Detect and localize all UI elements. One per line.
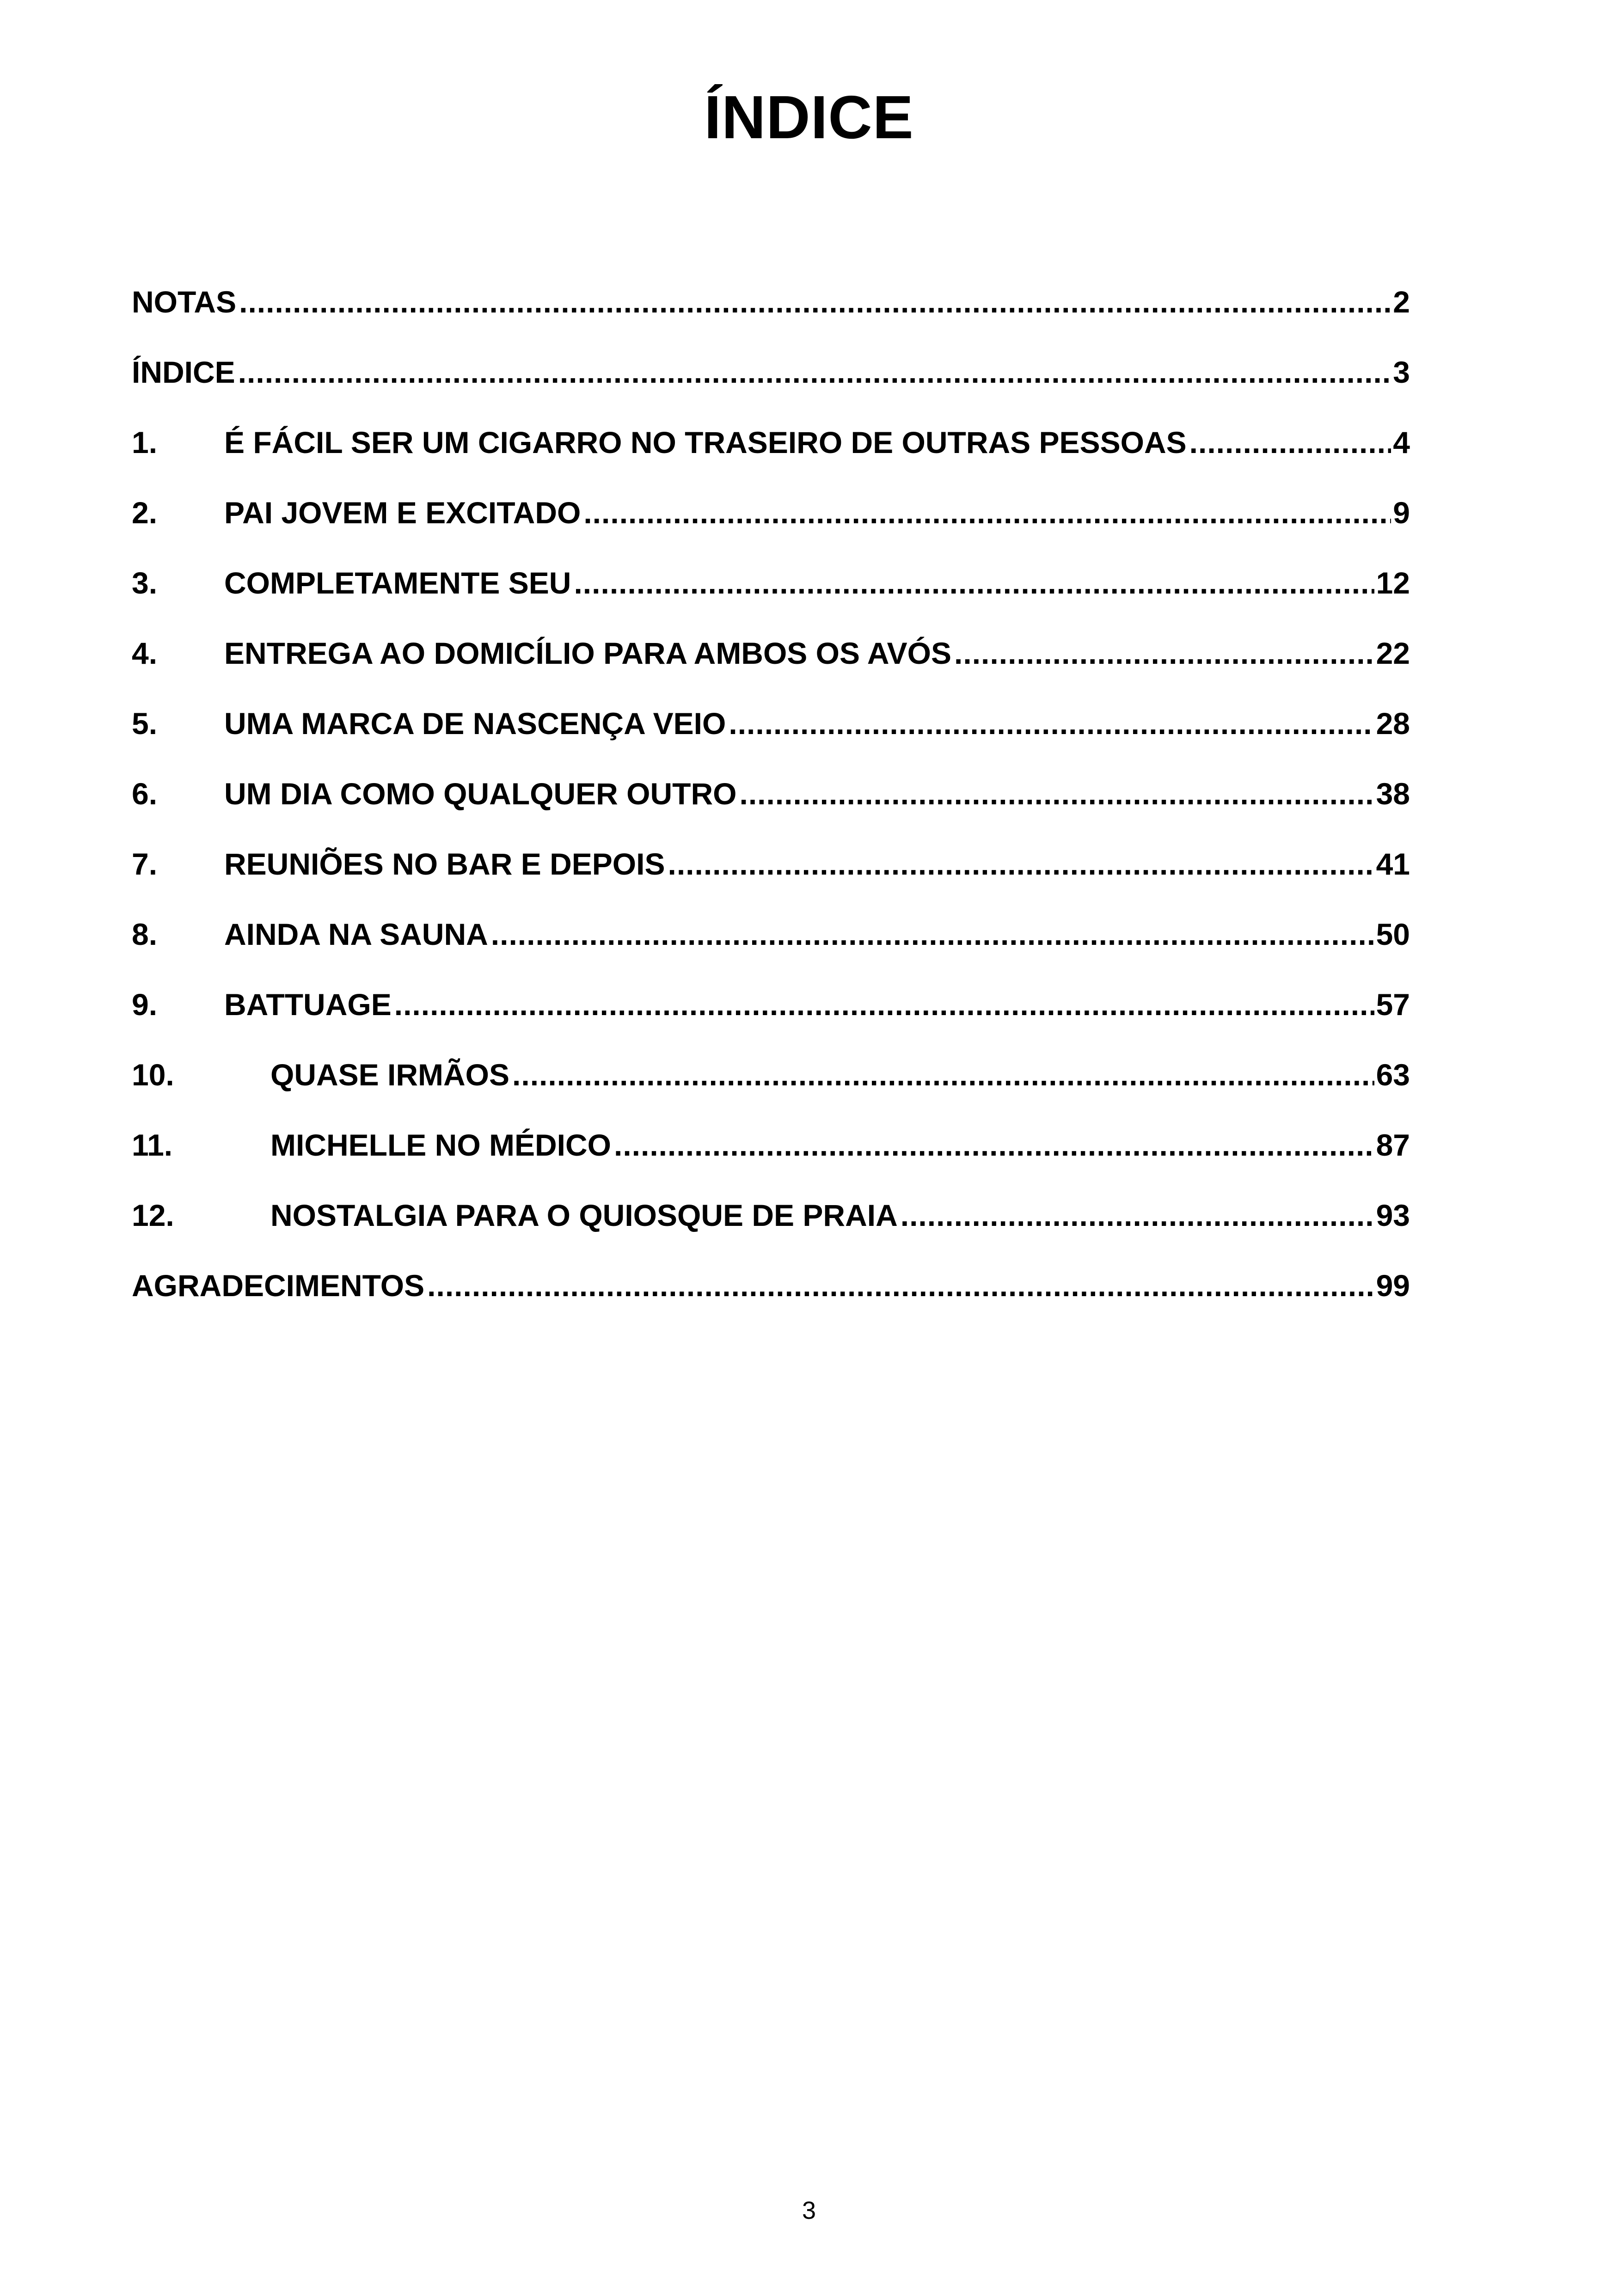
toc-dot-leader: [740, 778, 1374, 809]
toc-entry-title: NOTAS: [132, 285, 237, 319]
toc-entry-number: 12.: [132, 1198, 174, 1232]
toc-entry-title: UM DIA COMO QUALQUER OUTRO: [224, 777, 737, 811]
toc-dot-leader: [954, 638, 1374, 668]
toc-entry-chapter-8[interactable]: [132, 919, 1410, 989]
toc-entry-title: ENTREGA AO DOMICÍLIO PARA AMBOS OS AVÓS: [224, 636, 952, 670]
toc-entry-page: 3: [1393, 355, 1410, 389]
toc-entry-title: AGRADECIMENTOS: [132, 1268, 425, 1303]
toc-entry-page: 63: [1376, 1058, 1410, 1092]
toc-entry-title: PAI JOVEM E EXCITADO: [224, 496, 581, 530]
toc-entry-number: 4.: [132, 636, 158, 670]
toc-entry-title: AINDA NA SAUNA: [224, 917, 488, 951]
toc-entry-number: 9.: [132, 987, 158, 1022]
toc-entry-page: 87: [1376, 1128, 1410, 1162]
toc-entry-chapter-9[interactable]: [132, 989, 1410, 1059]
toc-entry-number: 3.: [132, 566, 158, 600]
toc-entry-page: 57: [1376, 987, 1410, 1022]
toc-dot-leader: [1189, 427, 1391, 458]
toc-entry-chapter-2[interactable]: [132, 497, 1410, 568]
toc-entry-number: 1.: [132, 425, 158, 459]
toc-dot-leader: [394, 989, 1374, 1020]
toc-entry-number: 11.: [132, 1128, 173, 1162]
toc-entry-number: 5.: [132, 706, 158, 741]
toc-entry-page: 38: [1376, 777, 1410, 811]
toc-entry-page: 12: [1376, 566, 1410, 600]
toc-entry-page: 4: [1393, 425, 1410, 459]
toc-entry-agradecimentos[interactable]: [132, 1270, 1410, 1341]
toc-entry-chapter-1[interactable]: [132, 427, 1410, 497]
page-number: 3: [802, 2197, 816, 2224]
toc-entry-page: 93: [1376, 1198, 1410, 1232]
toc-dot-leader: [574, 568, 1374, 598]
toc-entry-page: 9: [1393, 496, 1410, 530]
toc-entry-chapter-5[interactable]: [132, 708, 1410, 778]
toc-entry-title: COMPLETAMENTE SEU: [224, 566, 571, 600]
toc-entry-page: 50: [1376, 917, 1410, 951]
toc-entry-indice[interactable]: [132, 357, 1410, 427]
page-title: ÍNDICE: [704, 83, 914, 151]
toc-dot-leader: [512, 1059, 1374, 1090]
toc-entry-chapter-12[interactable]: [132, 1200, 1410, 1270]
toc-entry-title: REUNIÕES NO BAR E DEPOIS: [224, 847, 665, 881]
toc-dot-leader: [239, 287, 1391, 317]
toc-dot-leader: [491, 919, 1374, 949]
toc-entry-title: QUASE IRMÃOS: [270, 1058, 510, 1092]
toc-dot-leader: [901, 1200, 1374, 1231]
toc-entry-title: BATTUAGE: [224, 987, 392, 1022]
toc-dot-leader: [427, 1270, 1374, 1301]
toc-dot-leader: [583, 497, 1391, 528]
toc-entry-chapter-3[interactable]: [132, 568, 1410, 638]
toc-entry-chapter-4[interactable]: [132, 638, 1410, 708]
toc-dot-leader: [614, 1130, 1374, 1160]
toc-entry-page: 41: [1376, 847, 1410, 881]
toc-entry-chapter-11[interactable]: [132, 1130, 1410, 1200]
toc-entry-chapter-10[interactable]: [132, 1059, 1410, 1130]
toc-dot-leader: [729, 708, 1374, 739]
toc-entry-title: MICHELLE NO MÉDICO: [270, 1128, 611, 1162]
toc-entry-number: 6.: [132, 777, 158, 811]
toc-dot-leader: [668, 849, 1374, 879]
toc-entry-page: 99: [1376, 1268, 1410, 1303]
toc-entry-page: 2: [1393, 285, 1410, 319]
toc-entry-number: 2.: [132, 496, 158, 530]
toc-entry-page: 22: [1376, 636, 1410, 670]
toc-entry-chapter-7[interactable]: [132, 849, 1410, 919]
toc-entry-number: 7.: [132, 847, 158, 881]
toc-entry-number: 8.: [132, 917, 158, 951]
toc-dot-leader: [238, 357, 1391, 387]
toc-entry-title: NOSTALGIA PARA O QUIOSQUE DE PRAIA: [270, 1198, 898, 1232]
toc-entry-title: ÍNDICE: [132, 355, 235, 389]
table-of-contents: [132, 287, 1410, 1341]
toc-entry-notas[interactable]: [132, 287, 1410, 357]
toc-entry-number: 10.: [132, 1058, 174, 1092]
toc-entry-chapter-6[interactable]: [132, 778, 1410, 849]
toc-entry-title: É FÁCIL SER UM CIGARRO NO TRASEIRO DE OUTRAS PESSOAS: [224, 425, 1187, 459]
toc-entry-page: 28: [1376, 706, 1410, 741]
toc-entry-title: UMA MARCA DE NASCENÇA VEIO: [224, 706, 726, 741]
